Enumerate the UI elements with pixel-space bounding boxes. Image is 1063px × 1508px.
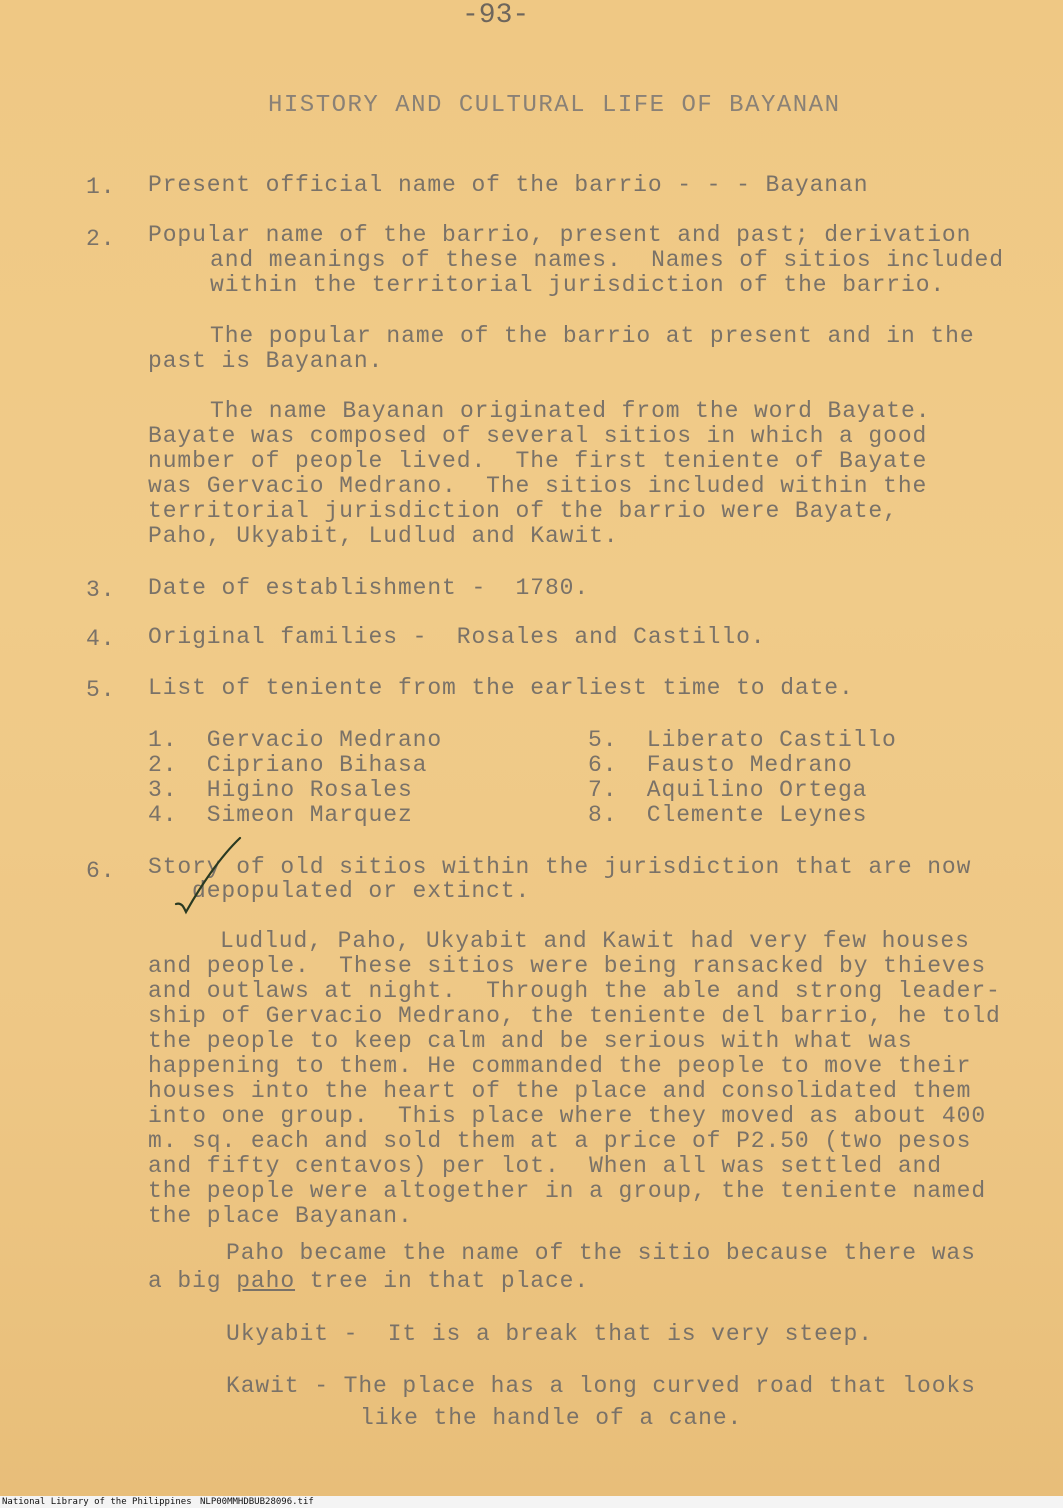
paragraph-line: past is Bayanan. [148,348,384,374]
teniente-list-item: 8. Clemente Leynes [588,802,868,828]
item-text: List of teniente from the earliest time to date. [148,675,854,701]
paragraph-line: ship of Gervacio Medrano, the teniente del barrio, he told [148,1003,1001,1029]
page-title: HISTORY AND CULTURAL LIFE OF BAYANAN [268,92,841,119]
footer-filename: NLP00MMHDBUB28096.tif [200,1497,314,1507]
item-number: 1. [86,174,116,200]
paragraph-line: The name Bayanan originated from the word Bayate. [210,398,931,424]
item-number: 2. [86,226,116,252]
paragraph-line: the people were altogether in a group, the teniente named [148,1178,987,1204]
paragraph-line: happening to them. He commanded the people to move their [148,1053,972,1079]
paragraph-line: number of people lived. The first teniente of Bayate [148,448,928,474]
underlined-word: paho [236,1268,296,1294]
item-number: 6. [86,858,116,884]
item-number: 5. [86,677,116,703]
footer-source: National Library of the Philippines [2,1497,192,1507]
paragraph-line: Ludlud, Paho, Ukyabit and Kawit had very few houses [220,928,970,954]
item-text: Date of establishment - 1780. [148,575,590,601]
handwritten-check-mark-icon [170,832,250,922]
paragraph-line: Bayate was composed of several sitios in which a good [148,423,928,449]
item-text-line: and meanings of these names. Names of sitios included [210,247,1004,273]
paragraph-line: like the handle of a cane. [360,1405,743,1431]
paragraph-line: Paho, Ukyabit, Ludlud and Kawit. [148,523,619,549]
teniente-list-item: 3. Higino Rosales [148,777,413,803]
teniente-list-item: 1. Gervacio Medrano [148,727,443,753]
paragraph-line: the people to keep calm and be serious with what was [148,1028,913,1054]
item-text-line: Story of old sitios within the jurisdiction that are now [148,854,972,880]
text-run: a big [148,1268,237,1294]
paragraph-line: and outlaws at night. Through the able and strong leader- [148,978,1001,1004]
text-run: tree in that place. [295,1268,590,1294]
paragraph-line: Ukyabit - It is a break that is very steep. [226,1321,873,1347]
item-text: Original families - Rosales and Castillo. [148,624,766,650]
paragraph-line: into one group. This place where they moved as about 400 [148,1103,987,1129]
item-number: 3. [86,577,116,603]
paragraph-line: Kawit - The place has a long curved road that looks [226,1373,976,1399]
page-number: -93- [462,0,530,31]
teniente-list-item: 2. Cipriano Bihasa [148,752,428,778]
item-text: Present official name of the barrio - - - Bayanan [148,172,869,198]
paragraph-line: houses into the heart of the place and consolidated them [148,1078,972,1104]
item-text-line: Popular name of the barrio, present and past; derivation [148,222,972,248]
paragraph-line: was Gervacio Medrano. The sitios included within the [148,473,928,499]
paragraph-line: the place Bayanan. [148,1203,413,1229]
item-text-line: depopulated or extinct. [192,878,531,904]
paragraph-line: and fifty centavos) per lot. When all was settled and [148,1153,942,1179]
teniente-list-item: 7. Aquilino Ortega [588,777,868,803]
paragraph-line: territorial jurisdiction of the barrio were Bayate, [148,498,898,524]
teniente-list-item: 6. Fausto Medrano [588,752,853,778]
paragraph-line [148,1268,589,1294]
paragraph-line: Paho became the name of the sitio because there was [226,1240,976,1266]
teniente-list-item: 4. Simeon Marquez [148,802,413,828]
item-number: 4. [86,626,116,652]
teniente-list-item: 5. Liberato Castillo [588,727,897,753]
paragraph-line: m. sq. each and sold them at a price of P2.50 (two pesos [148,1128,972,1154]
item-text-line: within the territorial jurisdiction of the barrio. [210,272,946,298]
paragraph-line: and people. These sitios were being ransacked by thieves [148,953,987,979]
scan-footer [0,1496,1063,1508]
paragraph-line: The popular name of the barrio at present and in the [210,323,975,349]
